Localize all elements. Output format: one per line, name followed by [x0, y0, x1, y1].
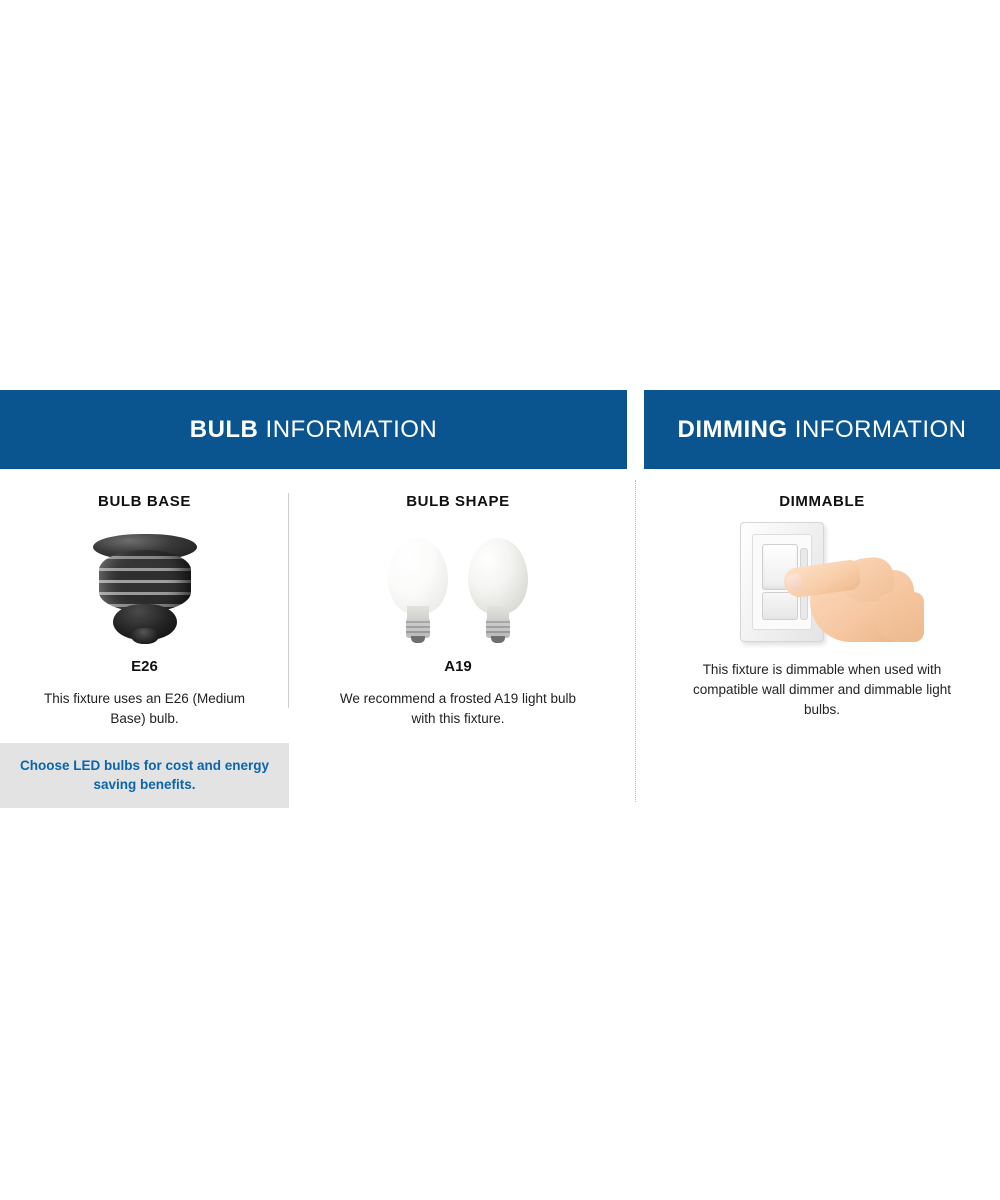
dimming-information-header [644, 390, 1000, 469]
a19-bulbs-icon [373, 534, 543, 646]
hand-illustration [784, 542, 914, 646]
e26-lamp-base-icon [93, 534, 197, 646]
bulb-base-column [0, 469, 289, 808]
dimming-columns [644, 469, 1000, 720]
bulb-glass [468, 538, 528, 614]
dimming-information-header-text [677, 416, 966, 444]
bulb-screw-cap [406, 618, 430, 638]
bulb-shape-title: BULB SHAPE [406, 493, 510, 510]
dimmable-title: DIMMABLE [779, 493, 865, 510]
hand-pressing-wall-dimmer-icon [722, 522, 922, 646]
dimming-header-bold: DIMMING [677, 415, 788, 443]
bulb-screw-cap [486, 618, 510, 638]
bulb-columns [0, 469, 627, 808]
dotted-divider [635, 480, 636, 802]
bulb-glass [388, 538, 448, 614]
bulb-and-dimming-info-board [0, 390, 1000, 808]
base-threads [99, 550, 191, 612]
bulb-shape-code: A19 [444, 658, 472, 675]
dimmable-column [644, 469, 1000, 720]
dimming-information-panel [644, 390, 1000, 808]
panel-separator [627, 390, 644, 808]
bulb-shape-column [289, 469, 627, 808]
bulb-base-description: This fixture uses an E26 (Medium Base) bulb. [43, 691, 246, 726]
finger-nail [785, 573, 803, 592]
bulb-header-rest: INFORMATION [258, 415, 438, 443]
bulb-information-header-text [190, 416, 438, 444]
bulb-base-art [0, 526, 289, 646]
bulb-header-bold: BULB [189, 415, 259, 443]
a19-bulb-frosted-icon [385, 538, 451, 646]
hand-wrist [876, 592, 924, 642]
bulb-shape-art [289, 526, 627, 646]
bulb-cap-tip [411, 636, 425, 643]
bulb-base-code: E26 [131, 658, 158, 675]
dimmable-description: This fixture is dimmable when used with compatible wall dimmer and dimmable light bulbs. [692, 662, 952, 717]
bulb-shape-description: We recommend a frosted A19 light bulb with this fixture. [339, 691, 577, 726]
dimmable-art [644, 526, 1000, 646]
a19-bulb-led-icon [465, 538, 531, 646]
bulb-cap-tip [491, 636, 505, 643]
led-savings-tip: Choose LED bulbs for cost and energy saving benefits. [0, 743, 289, 808]
bulb-base-title: BULB BASE [98, 493, 191, 510]
base-contact-tip [131, 628, 159, 644]
bulb-information-header [0, 390, 627, 469]
bulb-information-panel [0, 390, 627, 808]
panels-row [0, 390, 1000, 808]
dimming-header-rest: INFORMATION [787, 415, 967, 443]
